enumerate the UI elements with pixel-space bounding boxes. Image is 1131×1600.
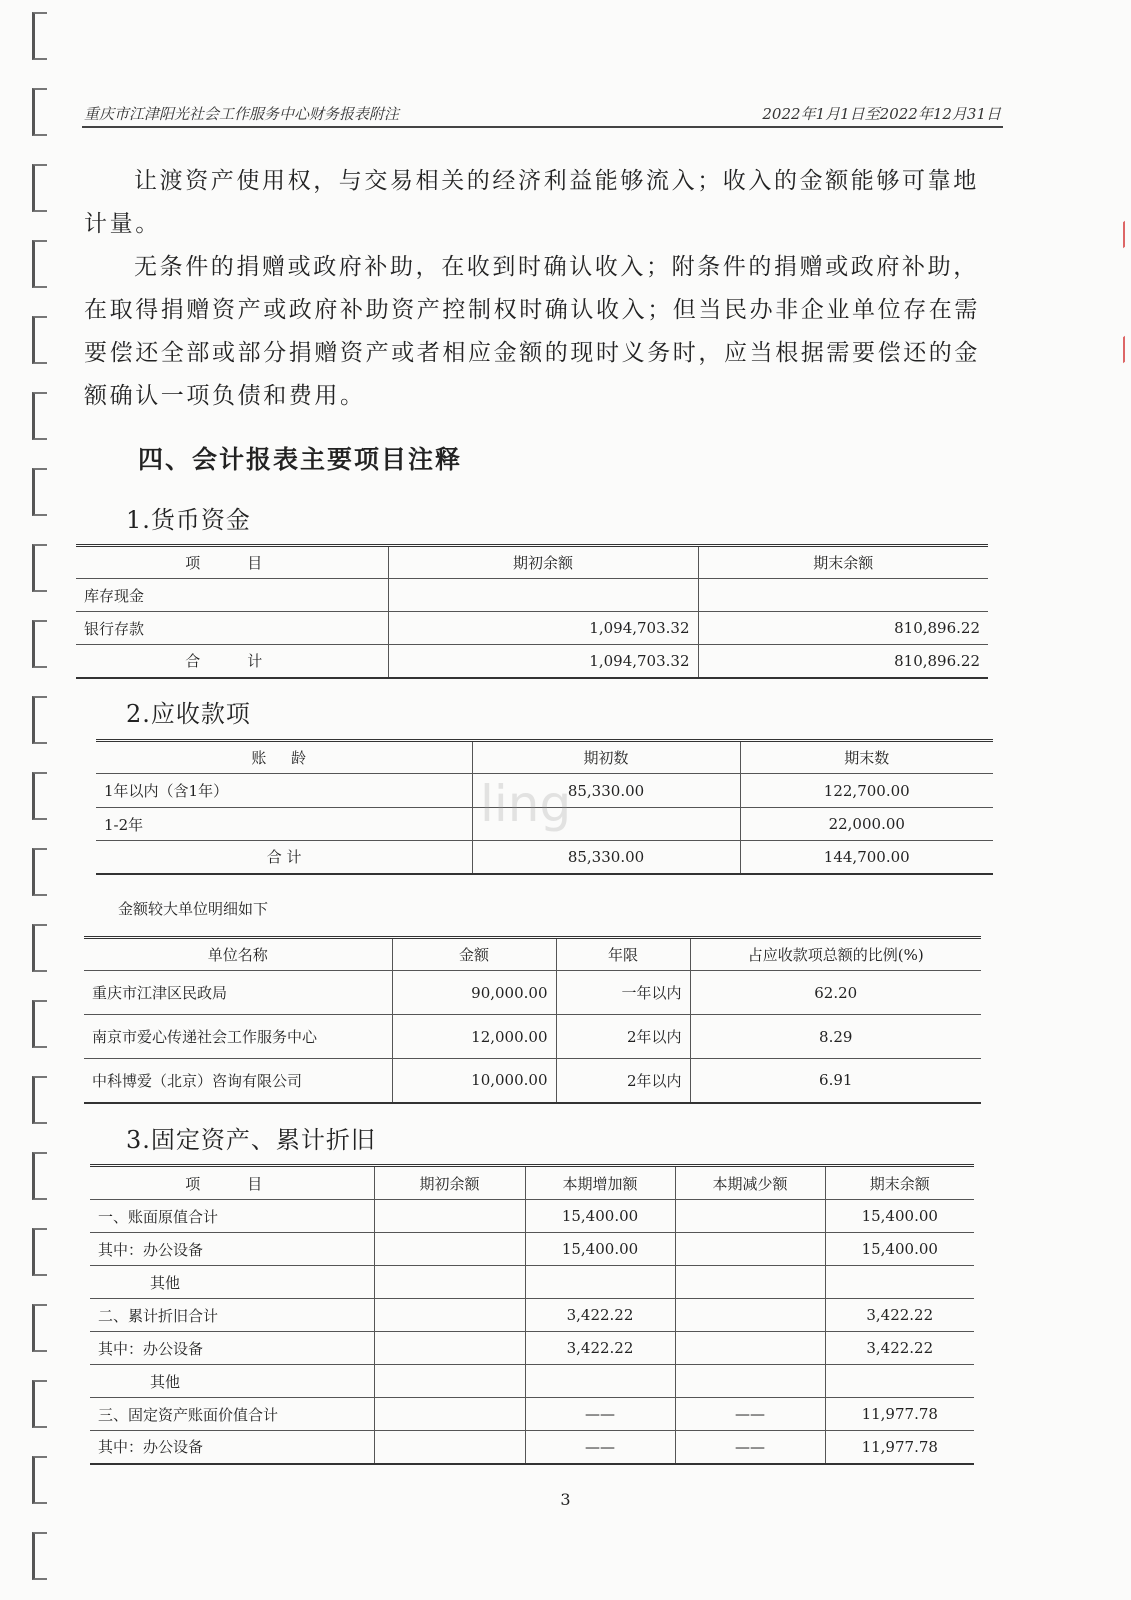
row-label: 三、固定资产账面价值合计 [90, 1398, 374, 1431]
table-row [90, 1200, 974, 1233]
header-cell: 期初数 [472, 741, 740, 774]
cell-value: 8.29 [690, 1015, 981, 1059]
row-label: 合 计 [76, 645, 388, 678]
cell-value: 3,422.22 [825, 1332, 974, 1365]
cell-value [675, 1299, 825, 1332]
header-cell: 项 目 [76, 546, 388, 579]
cell-value [675, 1200, 825, 1233]
row-label: 二、累计折旧合计 [90, 1299, 374, 1332]
cell-value: 2年以内 [556, 1059, 690, 1103]
cell-value: 15,400.00 [825, 1200, 974, 1233]
cell-value: 144,700.00 [740, 841, 993, 874]
binding-mark [32, 88, 47, 136]
cell-value: 3,422.22 [825, 1299, 974, 1332]
cell-value: —— [675, 1431, 825, 1464]
table-row [84, 971, 981, 1015]
header-cell: 期末数 [740, 741, 993, 774]
binding-mark [32, 924, 47, 972]
receivables-detail-table [84, 936, 981, 1104]
cell-value [675, 1332, 825, 1365]
cell-value: —— [525, 1431, 675, 1464]
row-label: 一、账面原值合计 [90, 1200, 374, 1233]
cell-value: 85,330.00 [472, 841, 740, 874]
cell-value [374, 1365, 525, 1398]
cell-value [675, 1365, 825, 1398]
page-header [82, 102, 1003, 128]
cell-value: 810,896.22 [698, 645, 988, 678]
paragraph-donations: 无条件的捐赠或政府补助，在收到时确认收入；附条件的捐赠或政府补助，在取得捐赠资产或政府补助资产控制权时确认收入；但当民办非企业单位存在需要偿还全部或部分捐赠资产或者相应金额的现时义务时，应当根据需要偿还的金额确认一项负债和费用。 [84, 254, 980, 409]
row-label: 合 计 [96, 841, 472, 874]
binding-mark [32, 544, 47, 592]
row-label: 其中：办公设备 [90, 1431, 374, 1464]
table-row [76, 612, 988, 645]
page-number: 3 [560, 1490, 571, 1509]
cell-value [698, 579, 988, 612]
seal-edge-mark [1113, 336, 1125, 370]
cell-value: 85,330.00 [472, 774, 740, 808]
header-cell: 占应收款项总额的比例(%) [690, 938, 981, 971]
receivables-note: 金额较大单位明细如下 [118, 900, 269, 918]
fixed-assets-table [90, 1164, 974, 1465]
header-cell: 期末余额 [698, 546, 988, 579]
table-total-row [96, 841, 993, 874]
header-title: 重庆市江津阳光社会工作服务中心财务报表附注 [84, 105, 400, 123]
cell-value: 62.20 [690, 971, 981, 1015]
row-label: 1-2年 [96, 808, 472, 841]
header-cell: 项 目 [90, 1166, 374, 1200]
header-cell: 期末余额 [825, 1166, 974, 1200]
binding-mark [32, 696, 47, 744]
binding-mark [32, 620, 47, 668]
header-cell: 单位名称 [84, 938, 392, 971]
cell-value [374, 1233, 525, 1266]
row-label: 中科博爱（北京）咨询有限公司 [84, 1059, 392, 1103]
row-label: 其他 [90, 1266, 374, 1299]
table-row [90, 1332, 974, 1365]
cell-value: 6.91 [690, 1059, 981, 1103]
header-cell: 本期减少额 [675, 1166, 825, 1200]
section-title: 四、会计报表主要项目注释 [138, 445, 463, 474]
binding-mark [32, 1000, 47, 1048]
cell-value: 2年以内 [556, 1015, 690, 1059]
cell-value: 3,422.22 [525, 1299, 675, 1332]
cell-value [374, 1299, 525, 1332]
row-label: 其他 [90, 1365, 374, 1398]
cell-value [374, 1332, 525, 1365]
cell-value: 15,400.00 [525, 1200, 675, 1233]
row-label: 其中：办公设备 [90, 1233, 374, 1266]
table-header-row [76, 546, 988, 579]
binding-mark [32, 848, 47, 896]
cash-table [76, 544, 988, 679]
cell-value [825, 1266, 974, 1299]
header-period: 2022年1月1日至2022年12月31日 [762, 105, 1001, 123]
cell-value: 22,000.00 [740, 808, 993, 841]
table-row [90, 1431, 974, 1464]
cell-value: —— [675, 1398, 825, 1431]
cell-value: 3,422.22 [525, 1332, 675, 1365]
cell-value: 15,400.00 [825, 1233, 974, 1266]
table-row [90, 1233, 974, 1266]
row-label: 其中：办公设备 [90, 1332, 374, 1365]
cell-value: 一年以内 [556, 971, 690, 1015]
seal-edge-mark [1113, 221, 1125, 255]
table-header-row [90, 1166, 974, 1200]
binding-mark [32, 1228, 47, 1276]
binding-mark [32, 468, 47, 516]
paragraph-revenue-use-rights: 让渡资产使用权，与交易相关的经济利益能够流入；收入的金额能够可靠地计量。 [84, 168, 979, 237]
table-row [76, 579, 988, 612]
cell-value: 122,700.00 [740, 774, 993, 808]
binding-mark [32, 772, 47, 820]
cell-value: 15,400.00 [525, 1233, 675, 1266]
row-label: 1年以内（含1年） [96, 774, 472, 808]
cell-value [675, 1233, 825, 1266]
cell-value: 1,094,703.32 [388, 612, 698, 645]
cell-value [388, 579, 698, 612]
binding-mark [32, 1304, 47, 1352]
cell-value [374, 1431, 525, 1464]
cell-value: 10,000.00 [392, 1059, 556, 1103]
cell-value: 12,000.00 [392, 1015, 556, 1059]
binding-mark [32, 392, 47, 440]
cell-value [374, 1398, 525, 1431]
table-row [84, 1059, 981, 1103]
header-cell: 期初余额 [374, 1166, 525, 1200]
binding-mark [32, 240, 47, 288]
cell-value [374, 1266, 525, 1299]
row-label: 库存现金 [76, 579, 388, 612]
header-cell: 本期增加额 [525, 1166, 675, 1200]
cell-value [825, 1365, 974, 1398]
binding-mark [32, 1076, 47, 1124]
cell-value: 11,977.78 [825, 1431, 974, 1464]
header-cell: 期初余额 [388, 546, 698, 579]
cell-value: 90,000.00 [392, 971, 556, 1015]
fixed-assets-title: 3.固定资产、累计折旧 [126, 1126, 376, 1154]
table-total-row [76, 645, 988, 678]
binding-mark [32, 1152, 47, 1200]
binding-mark [32, 316, 47, 364]
table-row [90, 1365, 974, 1398]
table-header-row [96, 741, 993, 774]
row-label: 银行存款 [76, 612, 388, 645]
binding-mark [32, 164, 47, 212]
row-label: 重庆市江津区民政局 [84, 971, 392, 1015]
table-header-row [84, 938, 981, 971]
table-row [90, 1398, 974, 1431]
cell-value [525, 1266, 675, 1299]
table-row [90, 1299, 974, 1332]
cell-value: —— [525, 1398, 675, 1431]
header-cell: 账 龄 [96, 741, 472, 774]
row-label: 南京市爱心传递社会工作服务中心 [84, 1015, 392, 1059]
cell-value [675, 1266, 825, 1299]
cash-title: 1.货币资金 [126, 506, 251, 534]
binding-mark [32, 1532, 47, 1580]
cell-value: 810,896.22 [698, 612, 988, 645]
cell-value [525, 1365, 675, 1398]
cell-value: 1,094,703.32 [388, 645, 698, 678]
header-cell: 年限 [556, 938, 690, 971]
binding-mark [32, 1380, 47, 1428]
receivables-title: 2.应收款项 [126, 700, 251, 728]
binding-mark [32, 12, 47, 60]
watermark: ling [480, 775, 572, 833]
table-row [84, 1015, 981, 1059]
header-cell: 金额 [392, 938, 556, 971]
cell-value [374, 1200, 525, 1233]
cell-value: 11,977.78 [825, 1398, 974, 1431]
table-row [90, 1266, 974, 1299]
